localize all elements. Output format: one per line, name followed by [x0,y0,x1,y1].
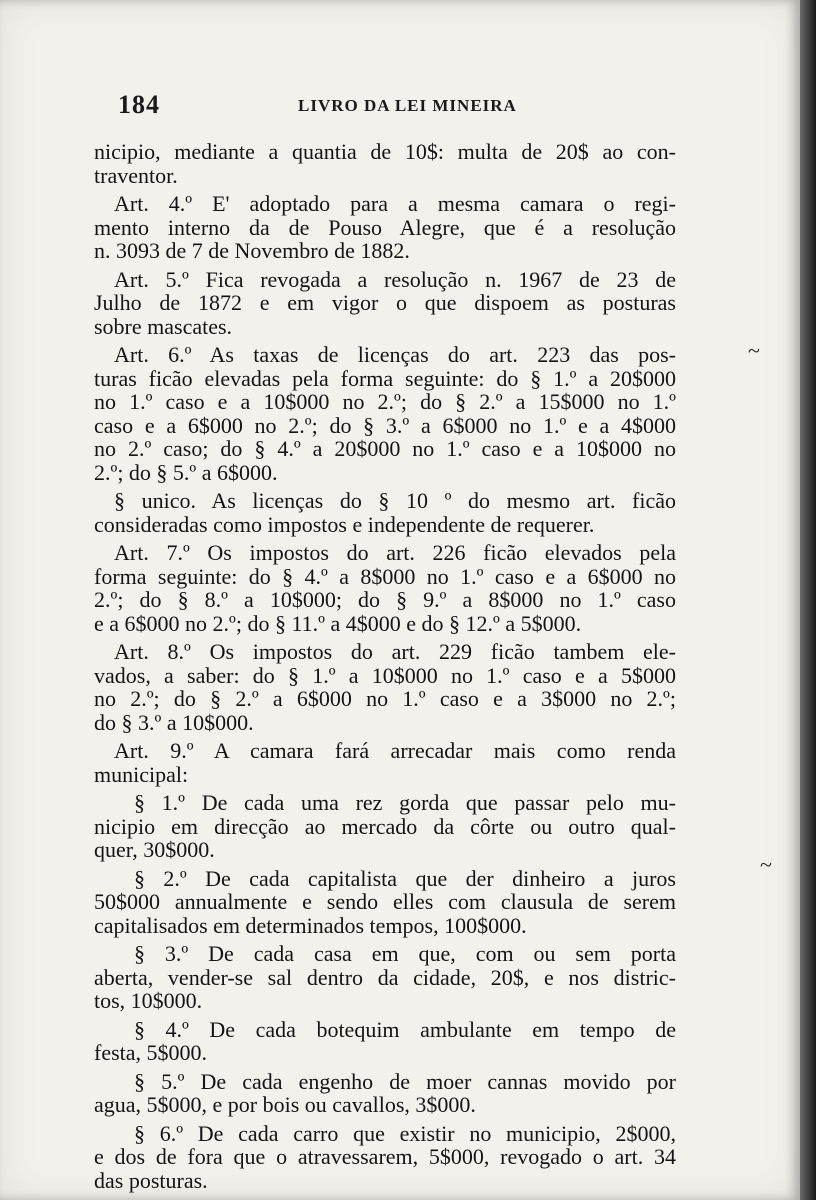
text-line: Art. 9.º A camara fará arrecadar mais como renda [114,738,676,763]
text-line: § 5.º De cada engenho de moer cannas movido por [134,1068,676,1094]
text-line: Art. 7.º Os impostos do art. 226 ficão elevados pela [114,540,676,565]
text-line: capitalisados em determinados tempos, 100$000. [94,912,527,938]
text-line: Julho de 1872 e em vigor o que dispoem as posturas [94,290,676,315]
text-line: 50$000 annualmente e sendo elles com clausula de serem [94,889,676,914]
text-line: § unico. As licenças do § 10 º do mesmo art. ficão [114,488,676,513]
text-line: sobre mascates. [94,313,233,339]
paragraph [94,640,676,734]
text-line: tos, 10$000. [94,988,203,1013]
text-line: § 4.º De cada botequim ambulante em tempo de [134,1016,676,1042]
paragraph [94,739,676,786]
text-line: consideradas como impostos e independente de requerer. [94,511,595,537]
text-line: Art. 5.º Fica revogada a resolução n. 1967 de 23 de [114,266,676,292]
page-header [118,86,678,122]
text-line: Art. 6.º As taxas de licenças do art. 223 das pos- [114,342,676,367]
paragraph [94,867,676,938]
text-line: § 3.º De cada casa em que, com ou sem porta [134,941,676,966]
text-line: e a 6$000 no 2.º; do § 11.º a 4$000 e do § 12.º a 5$000. [94,610,582,636]
margin-mark: ~ [748,338,760,363]
text-line: aberta, vender-se sal dentro da cidade, 20$, e nos distric- [94,964,676,990]
text-line: forma seguinte: do § 4.º a 8$000 no 1.º caso e a 6$000 no [94,563,676,589]
text-line: no 1.º caso e a 10$000 no 2.º; do § 2.º a 15$000 no 1.º [94,389,676,414]
page-number: 184 [118,90,160,119]
text-line: turas ficão elevadas pela forma seguinte: do § 1.º a 20$000 [94,365,676,391]
text-line: vados, a saber: do § 1.º a 10$000 no 1.º caso e a 5$000 [94,662,676,688]
margin-mark: ~ [760,852,772,877]
paragraph [94,942,676,1013]
text-line: § 2.º De cada capitalista que der dinheiro a juros [134,865,676,891]
paragraph [94,1122,676,1193]
text-line: do § 3.º a 10$000. [94,709,254,735]
text-line: traventor. [94,162,178,188]
text-line: § 6.º De cada carro que existir no municipio, 2$000, [134,1120,676,1146]
paragraph [94,489,676,536]
book-spine-shadow [800,0,816,1200]
text-line: municipal: [94,761,189,787]
paragraph [94,541,676,635]
text-line: no 2.º; do § 2.º a 6$000 no 1.º caso e a 3$000 no 2.º; [94,686,676,711]
text-line: nicipio, mediante a quantia de 10$: multa de 20$ ao con- [94,139,676,164]
text-line: Art. 4.º E' adoptado para a mesma camara o regi- [114,191,676,216]
body-text [94,140,676,1192]
running-head: LIVRO DA LEI MINEIRA [298,96,517,115]
paragraph [94,791,676,862]
text-line: n. 3093 de 7 de Novembro de 1882. [94,238,410,263]
paragraph [94,268,676,339]
text-line: das posturas. [94,1167,208,1193]
text-line: 2.º; do § 5.º a 6$000. [94,459,278,485]
text-line: quer, 30$000. [94,837,215,862]
text-line: caso e a 6$000 no 2.º; do § 3.º a 6$000 no 1.º e a 4$000 [94,412,676,438]
text-line: 2.º; do § 8.º a 10$000; do § 9.º a 8$000 no 1.º caso [94,587,676,612]
text-line: no 2.º caso; do § 4.º a 20$000 no 1.º caso e a 10$000 no [94,436,676,461]
text-line: agua, 5$000, e por bois ou cavallos, 3$000. [94,1092,476,1117]
paragraph [94,140,676,187]
text-line: festa, 5$000. [94,1040,208,1065]
paragraph [94,1070,676,1117]
text-line: mento interno da de Pouso Alegre, que é a resolução [94,214,676,240]
text-line: § 1.º De cada uma rez gorda que passar pelo mu- [134,790,676,815]
text-line: e dos de fora que o atravessarem, 5$000, revogado o art. 34 [94,1144,676,1169]
paragraph [94,1018,676,1065]
paragraph [94,192,676,263]
text-line: nicipio em direcção ao mercado da côrte ou outro qual- [94,813,676,839]
paragraph [94,343,676,484]
text-line: Art. 8.º Os impostos do art. 229 ficão tambem ele- [114,639,676,664]
